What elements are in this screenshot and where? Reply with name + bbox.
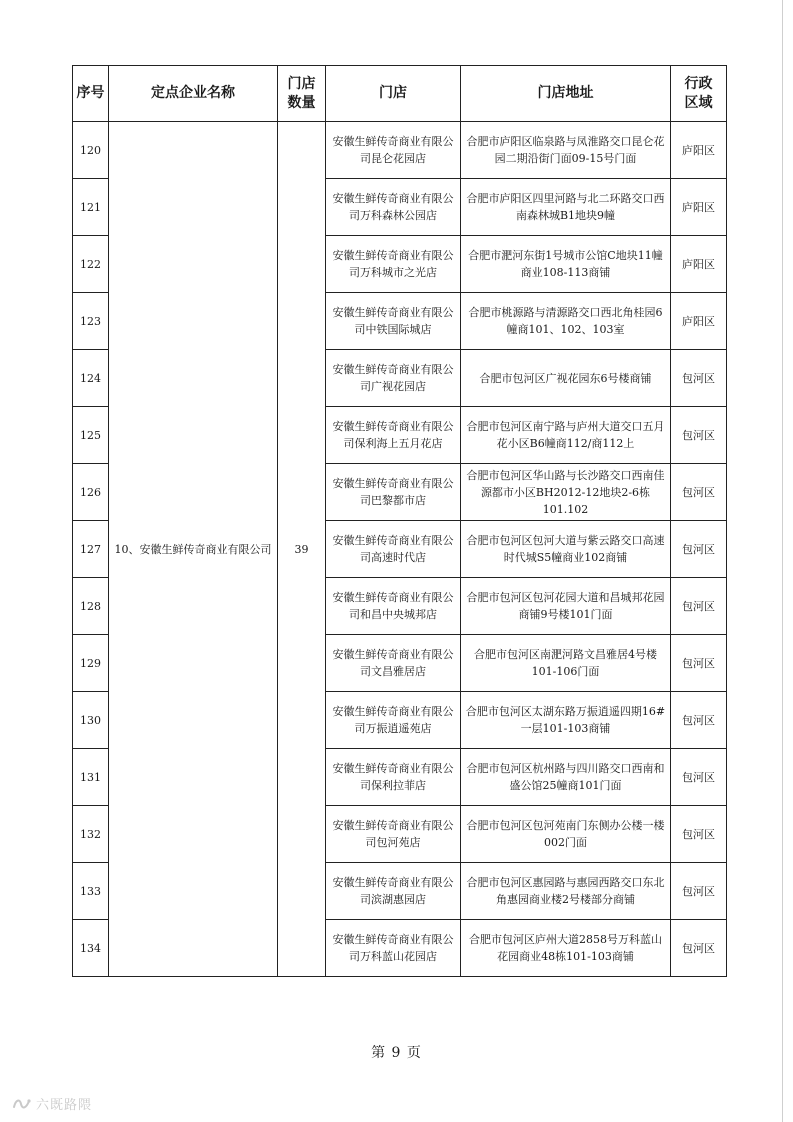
row-store-name: 安徽生鲜传奇商业有限公司万科城市之光店 — [326, 236, 461, 293]
row-district: 包河区 — [671, 920, 727, 977]
header-seq: 序号 — [73, 66, 109, 122]
row-district: 包河区 — [671, 464, 727, 521]
page-edge-line — [782, 0, 783, 1122]
row-store-name: 安徽生鲜传奇商业有限公司万科森林公园店 — [326, 179, 461, 236]
store-count-cell: 39 — [278, 122, 326, 977]
row-store-address: 合肥市庐阳区临泉路与凤淮路交口昆仑花园二期沿街门面09-15号门面 — [461, 122, 671, 179]
row-district: 庐阳区 — [671, 236, 727, 293]
row-store-address: 合肥市包河区包河苑南门东侧办公楼一楼002门面 — [461, 806, 671, 863]
row-store-name: 安徽生鲜传奇商业有限公司万振逍遥苑店 — [326, 692, 461, 749]
row-district: 包河区 — [671, 635, 727, 692]
store-list-table — [72, 65, 727, 977]
row-store-address: 合肥市包河区包河大道与紫云路交口高速时代城S5幢商业102商铺 — [461, 521, 671, 578]
row-seq: 124 — [73, 350, 109, 407]
row-store-address: 合肥市包河区惠园路与惠园西路交口东北角惠园商业楼2号楼部分商铺 — [461, 863, 671, 920]
row-store-name: 安徽生鲜传奇商业有限公司巴黎都市店 — [326, 464, 461, 521]
table-header-row — [73, 66, 727, 122]
row-seq: 130 — [73, 692, 109, 749]
row-store-address: 合肥市桃源路与清源路交口西北角桂园6幢商101、102、103室 — [461, 293, 671, 350]
row-seq: 122 — [73, 236, 109, 293]
row-seq: 121 — [73, 179, 109, 236]
row-seq: 133 — [73, 863, 109, 920]
row-district: 包河区 — [671, 806, 727, 863]
row-district: 包河区 — [671, 749, 727, 806]
row-store-name: 安徽生鲜传奇商业有限公司高速时代店 — [326, 521, 461, 578]
row-store-name: 安徽生鲜传奇商业有限公司滨湖惠园店 — [326, 863, 461, 920]
header-address: 门店地址 — [461, 66, 671, 122]
row-seq: 128 — [73, 578, 109, 635]
row-district: 包河区 — [671, 863, 727, 920]
row-seq: 132 — [73, 806, 109, 863]
row-store-name: 安徽生鲜传奇商业有限公司和昌中央城邦店 — [326, 578, 461, 635]
watermark — [12, 1094, 92, 1113]
row-district: 庐阳区 — [671, 122, 727, 179]
row-store-name: 安徽生鲜传奇商业有限公司包河苑店 — [326, 806, 461, 863]
row-store-name: 安徽生鲜传奇商业有限公司中铁国际城店 — [326, 293, 461, 350]
row-store-address: 合肥市包河区广视花园东6号楼商铺 — [461, 350, 671, 407]
row-store-address: 合肥市包河区庐州大道2858号万科蓝山花园商业48栋101-103商铺 — [461, 920, 671, 977]
row-seq: 129 — [73, 635, 109, 692]
watermark-text: 六既路隈 — [36, 1098, 93, 1113]
row-district: 包河区 — [671, 692, 727, 749]
row-district: 包河区 — [671, 350, 727, 407]
table-row — [73, 122, 727, 179]
row-store-address: 合肥市包河区包河花园大道和昌城邦花园商铺9号楼101门面 — [461, 578, 671, 635]
row-seq: 131 — [73, 749, 109, 806]
row-store-name: 安徽生鲜传奇商业有限公司保利拉菲店 — [326, 749, 461, 806]
row-district: 庐阳区 — [671, 179, 727, 236]
row-district: 包河区 — [671, 407, 727, 464]
row-seq: 125 — [73, 407, 109, 464]
header-company: 定点企业名称 — [109, 66, 278, 122]
row-seq: 120 — [73, 122, 109, 179]
row-district: 包河区 — [671, 578, 727, 635]
row-store-address: 合肥市包河区太湖东路万振逍遥四期16#一层101-103商铺 — [461, 692, 671, 749]
row-seq: 123 — [73, 293, 109, 350]
row-store-address: 合肥市包河区杭州路与四川路交口西南和盛公馆25幢商101门面 — [461, 749, 671, 806]
row-store-name: 安徽生鲜传奇商业有限公司广视花园店 — [326, 350, 461, 407]
header-store: 门店 — [326, 66, 461, 122]
row-store-address: 合肥市包河区华山路与长沙路交口西南佳源都市小区BH2012-12地块2-6栋101.102 — [461, 464, 671, 521]
company-name-cell: 10、安徽生鲜传奇商业有限公司 — [109, 122, 278, 977]
page-number: 第 9 页 — [371, 1045, 422, 1061]
row-store-name: 安徽生鲜传奇商业有限公司文昌雅居店 — [326, 635, 461, 692]
scribble-logo-icon — [12, 1097, 32, 1111]
row-seq: 126 — [73, 464, 109, 521]
table-body — [73, 122, 727, 977]
row-store-name: 安徽生鲜传奇商业有限公司万科蓝山花园店 — [326, 920, 461, 977]
row-store-address: 合肥市淝河东街1号城市公馆C地块11幢商业108-113商铺 — [461, 236, 671, 293]
row-store-name: 安徽生鲜传奇商业有限公司保利海上五月花店 — [326, 407, 461, 464]
row-district: 庐阳区 — [671, 293, 727, 350]
row-seq: 134 — [73, 920, 109, 977]
row-store-address: 合肥市包河区南宁路与庐州大道交口五月花小区B6幢商112/商112上 — [461, 407, 671, 464]
row-store-address: 合肥市包河区南淝河路文昌雅居4号楼101-106门面 — [461, 635, 671, 692]
header-count: 门店数量 — [278, 66, 326, 122]
row-store-address: 合肥市庐阳区四里河路与北二环路交口西南森林城B1地块9幢 — [461, 179, 671, 236]
row-store-name: 安徽生鲜传奇商业有限公司昆仑花园店 — [326, 122, 461, 179]
header-district: 行政区域 — [671, 66, 727, 122]
row-district: 包河区 — [671, 521, 727, 578]
row-seq: 127 — [73, 521, 109, 578]
